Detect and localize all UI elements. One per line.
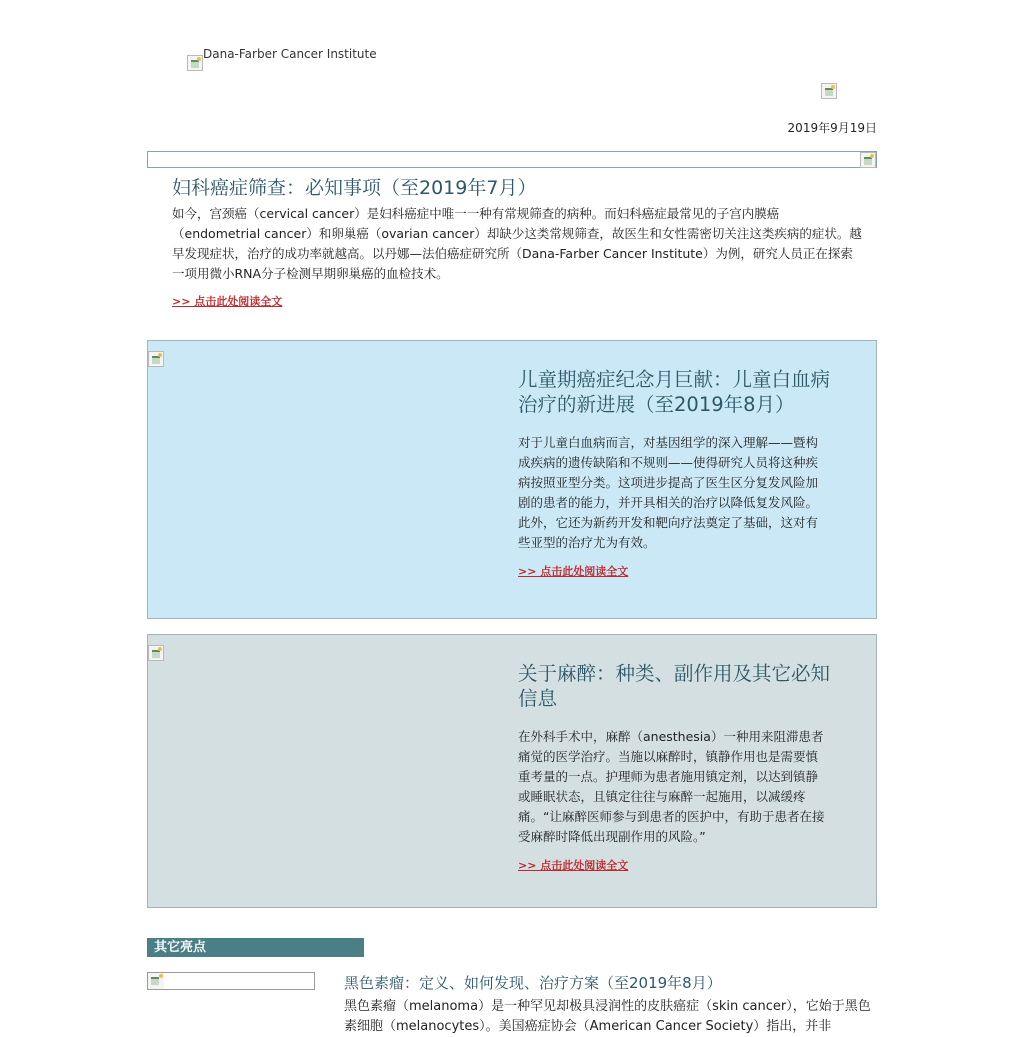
feature-image-icon [148,351,164,367]
highlight-thumbnail[interactable] [147,972,315,990]
feature-card-anesthesia [147,634,877,908]
highlight-summary: 黑色素瘤（melanoma）是一种罕见却极具浸润性的皮肤癌症（skin cancer），它始于黑色素细胞（melanocytes）。美国癌症协会（American Cancer Society）指出，并非 [344,999,871,1034]
feature-article-gynecologic-screening [147,151,877,316]
feature-title[interactable]: 儿童期癌症纪念月巨献：儿童白血病治疗的新进展（至2019年8月） [518,368,831,416]
read-more-link[interactable]: >> 点击此处阅读全文 [518,859,629,872]
feature-image-icon [148,645,164,661]
feature-title[interactable]: 关于麻醉：种类、副作用及其它必知信息 [518,662,831,710]
feature-summary: 在外科手术中，麻醉（anesthesia）一种用来阻滞患者痛觉的医学治疗。当施以麻醉时，镇静作用也是需要慎重考量的一点。护理师为患者施用镇定剂，以达到镇静或睡眠状态，且镇定往往与麻醉一起施用，以减缓疼痛。“让麻醉医师参与到患者的医护中，有助于患者在接受麻醉时降低出现副作用的风险。” [518,729,825,844]
logo-image-icon [187,55,203,71]
other-highlights-heading: 其它亮点 [147,938,364,957]
feature-summary: 对于儿童白血病而言，对基因组学的深入理解——暨构成疾病的遗传缺陷和不规则——使得研究人员将这种疾病按照亚型分类。这项进步提高了医生区分复发风险加剧的患者的能力，并开具相关的治疗以降低复发风险。此外，它还为新药开发和靶向疗法奠定了基础，这对有些亚型的治疗尤为有效。 [518,435,819,550]
issue-date: 2019年9月19日 [787,121,877,135]
read-more-link[interactable]: >> 点击此处阅读全文 [518,565,629,578]
feature-banner-image [147,151,877,168]
thumbnail-image-icon [148,973,164,989]
logo-alt-text: Dana-Farber Cancer Institute [203,47,377,61]
feature-summary: 如今，宫颈癌（cervical cancer）是妇科癌症中唯一一种有常规筛查的病种。而妇科癌症最常见的子宫内膜癌（endometrial cancer）和卵巢癌（ovarian cancer）却缺少这类常规筛查，故医生和女性需密切关注这类疾病的症状。越早发现症状，治疗的成功率就越高。以丹娜—法伯癌症研究所（Dana-Farber Cancer Institute）为例，研究人员正在探索一项用微小RNA分子检测早期卵巢癌的血检技术。 [172,206,862,281]
read-more-link[interactable]: >> 点击此处阅读全文 [172,295,283,308]
feature-title[interactable]: 妇科癌症筛查：必知事项（至2019年7月） [172,177,537,199]
highlight-title[interactable]: 黑色素瘤：定义、如何发现、治疗方案（至2019年8月） [344,974,722,992]
feature-card-childhood-leukemia [147,340,877,619]
header-image-icon [821,83,837,99]
banner-image-icon [860,152,876,168]
